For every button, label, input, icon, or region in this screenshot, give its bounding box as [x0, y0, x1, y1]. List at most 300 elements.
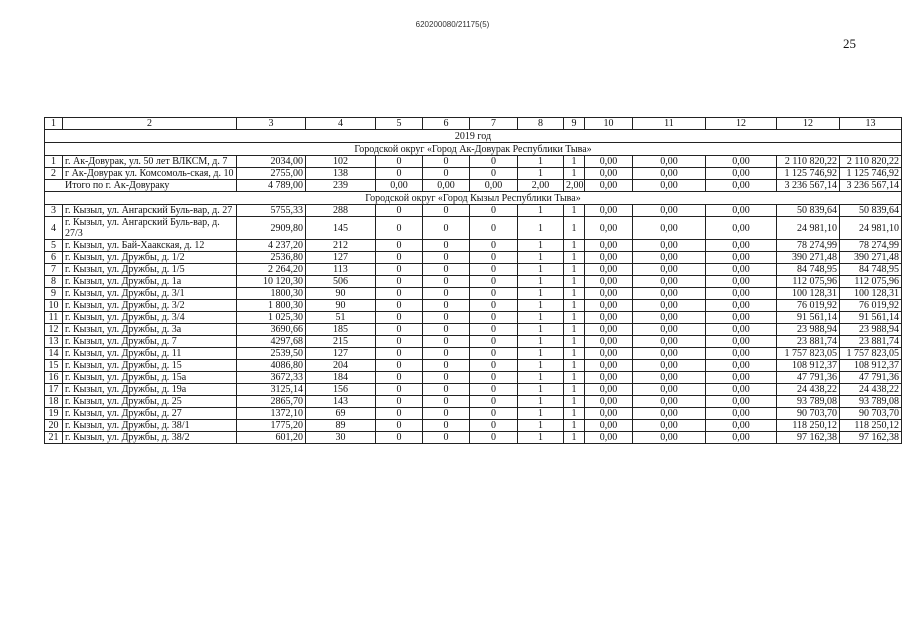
value-cell: 0,00 — [633, 288, 706, 300]
value-cell: 24 438,22 — [840, 384, 902, 396]
column-header: 10 — [585, 118, 633, 130]
value-cell: 506 — [306, 276, 376, 288]
total-value-cell: 0,00 — [585, 180, 633, 192]
value-cell: 0 — [470, 396, 518, 408]
value-cell: 0,00 — [706, 205, 777, 217]
column-header: 12 — [706, 118, 777, 130]
value-cell: 0 — [470, 312, 518, 324]
value-cell: 0,00 — [585, 205, 633, 217]
value-cell: 90 703,70 — [777, 408, 840, 420]
table-row — [45, 264, 902, 276]
value-cell: 97 162,38 — [840, 432, 902, 444]
value-cell: 0,00 — [585, 360, 633, 372]
value-cell: 0,00 — [633, 336, 706, 348]
address-cell: г. Кызыл, ул. Дружбы, д. 11 — [63, 348, 237, 360]
value-cell: 0,00 — [706, 396, 777, 408]
value-cell: 0 — [470, 408, 518, 420]
address-cell: г. Кызыл, ул. Ангарский Буль-вар, д. 27/3 — [63, 217, 237, 240]
section-title: Городской округ «Город Кызыл Республики Тыва» — [45, 192, 902, 205]
value-cell: 2539,50 — [237, 348, 306, 360]
value-cell: 1 — [564, 205, 585, 217]
address-cell: г. Кызыл, ул. Дружбы, д. 1/2 — [63, 252, 237, 264]
value-cell: 24 981,10 — [777, 217, 840, 240]
table-row — [45, 168, 902, 180]
value-cell: 0,00 — [706, 288, 777, 300]
value-cell: 97 162,38 — [777, 432, 840, 444]
value-cell: 0,00 — [585, 336, 633, 348]
value-cell: 89 — [306, 420, 376, 432]
table-row — [45, 408, 902, 420]
value-cell: 0 — [470, 288, 518, 300]
value-cell: 1 — [564, 252, 585, 264]
value-cell: 138 — [306, 168, 376, 180]
value-cell: 93 789,08 — [777, 396, 840, 408]
table-row — [45, 336, 902, 348]
value-cell: 1 — [518, 336, 564, 348]
address-cell: г. Кызыл, ул. Дружбы, д. 19а — [63, 384, 237, 396]
value-cell: 0,00 — [706, 384, 777, 396]
row-number: 5 — [45, 240, 63, 252]
value-cell: 10 120,30 — [237, 276, 306, 288]
row-number: 3 — [45, 205, 63, 217]
value-cell: 76 019,92 — [840, 300, 902, 312]
value-cell: 1 — [564, 336, 585, 348]
value-cell: 1 — [518, 360, 564, 372]
value-cell: 2034,00 — [237, 156, 306, 168]
value-cell: 0,00 — [633, 252, 706, 264]
table-row — [45, 348, 902, 360]
value-cell: 0,00 — [706, 217, 777, 240]
value-cell: 0,00 — [706, 312, 777, 324]
value-cell: 127 — [306, 252, 376, 264]
address-cell: г. Кызыл, ул. Дружбы, д. 3а — [63, 324, 237, 336]
value-cell: 47 791,36 — [777, 372, 840, 384]
value-cell: 0,00 — [585, 300, 633, 312]
value-cell: 0,00 — [585, 217, 633, 240]
value-cell: 2909,80 — [237, 217, 306, 240]
value-cell: 0 — [470, 168, 518, 180]
value-cell: 0 — [423, 156, 470, 168]
value-cell: 0,00 — [633, 360, 706, 372]
total-value-cell: 0,00 — [633, 180, 706, 192]
column-header: 7 — [470, 118, 518, 130]
value-cell: 47 791,36 — [840, 372, 902, 384]
value-cell: 1 125 746,92 — [777, 168, 840, 180]
row-number: 2 — [45, 168, 63, 180]
table-row — [45, 300, 902, 312]
value-cell: 1 — [518, 312, 564, 324]
value-cell: 3690,66 — [237, 324, 306, 336]
value-cell: 0 — [376, 300, 423, 312]
value-cell: 127 — [306, 348, 376, 360]
row-number: 21 — [45, 432, 63, 444]
column-header: 9 — [564, 118, 585, 130]
value-cell: 50 839,64 — [840, 205, 902, 217]
value-cell: 1 — [518, 276, 564, 288]
value-cell: 91 561,14 — [840, 312, 902, 324]
value-cell: 0 — [470, 276, 518, 288]
value-cell: 2755,00 — [237, 168, 306, 180]
total-value-cell: 3 236 567,14 — [840, 180, 902, 192]
value-cell: 1 — [564, 396, 585, 408]
table-row — [45, 420, 902, 432]
value-cell: 1 — [518, 240, 564, 252]
value-cell: 185 — [306, 324, 376, 336]
address-cell: г. Кызыл, ул. Бай-Хаакская, д. 12 — [63, 240, 237, 252]
value-cell: 0,00 — [706, 324, 777, 336]
value-cell: 0 — [376, 312, 423, 324]
table-row — [45, 276, 902, 288]
value-cell: 0,00 — [585, 432, 633, 444]
value-cell: 1 — [518, 384, 564, 396]
value-cell: 0,00 — [585, 252, 633, 264]
value-cell: 1 — [564, 324, 585, 336]
value-cell: 1 025,30 — [237, 312, 306, 324]
value-cell: 0,00 — [585, 288, 633, 300]
value-cell: 0 — [376, 156, 423, 168]
value-cell: 1 — [518, 252, 564, 264]
value-cell: 102 — [306, 156, 376, 168]
value-cell: 23 881,74 — [840, 336, 902, 348]
value-cell: 5755,33 — [237, 205, 306, 217]
value-cell: 0,00 — [633, 384, 706, 396]
row-number: 18 — [45, 396, 63, 408]
value-cell: 0 — [376, 205, 423, 217]
value-cell: 1 — [518, 432, 564, 444]
value-cell: 1 — [564, 264, 585, 276]
value-cell: 0,00 — [706, 408, 777, 420]
row-number: 15 — [45, 360, 63, 372]
value-cell: 0,00 — [633, 156, 706, 168]
value-cell: 0,00 — [585, 312, 633, 324]
value-cell: 143 — [306, 396, 376, 408]
value-cell: 1 — [518, 264, 564, 276]
value-cell: 108 912,37 — [777, 360, 840, 372]
value-cell: 0,00 — [585, 240, 633, 252]
value-cell: 90 703,70 — [840, 408, 902, 420]
value-cell: 156 — [306, 384, 376, 396]
value-cell: 1 800,30 — [237, 300, 306, 312]
table-row — [45, 384, 902, 396]
value-cell: 0 — [423, 288, 470, 300]
value-cell: 0 — [423, 324, 470, 336]
value-cell: 84 748,95 — [840, 264, 902, 276]
value-cell: 0,00 — [633, 217, 706, 240]
value-cell: 0 — [423, 360, 470, 372]
value-cell: 1 — [564, 408, 585, 420]
row-number: 14 — [45, 348, 63, 360]
value-cell: 0 — [376, 276, 423, 288]
value-cell: 0 — [423, 168, 470, 180]
value-cell: 1 — [518, 156, 564, 168]
value-cell: 1775,20 — [237, 420, 306, 432]
value-cell: 113 — [306, 264, 376, 276]
value-cell: 51 — [306, 312, 376, 324]
value-cell: 2536,80 — [237, 252, 306, 264]
value-cell: 0,00 — [706, 240, 777, 252]
value-cell: 0,00 — [633, 408, 706, 420]
total-label: Итого по г. Ак-Довураку — [45, 180, 237, 192]
value-cell: 0 — [423, 276, 470, 288]
column-header: 13 — [840, 118, 902, 130]
value-cell: 93 789,08 — [840, 396, 902, 408]
value-cell: 0,00 — [585, 168, 633, 180]
column-header: 5 — [376, 118, 423, 130]
column-header: 1 — [45, 118, 63, 130]
value-cell: 3672,33 — [237, 372, 306, 384]
value-cell: 78 274,99 — [840, 240, 902, 252]
value-cell: 118 250,12 — [840, 420, 902, 432]
value-cell: 1 — [564, 312, 585, 324]
value-cell: 0 — [376, 420, 423, 432]
value-cell: 108 912,37 — [840, 360, 902, 372]
value-cell: 0,00 — [706, 372, 777, 384]
row-number: 20 — [45, 420, 63, 432]
column-header: 12 — [777, 118, 840, 130]
value-cell: 24 438,22 — [777, 384, 840, 396]
value-cell: 0,00 — [585, 408, 633, 420]
value-cell: 0,00 — [706, 336, 777, 348]
value-cell: 2 110 820,22 — [840, 156, 902, 168]
page-number: 25 — [843, 36, 856, 51]
section-title: Городской округ «Город Ак-Довурак Республики Тыва» — [45, 143, 902, 156]
value-cell: 1 — [564, 360, 585, 372]
value-cell: 0 — [470, 384, 518, 396]
row-number: 16 — [45, 372, 63, 384]
value-cell: 0 — [470, 217, 518, 240]
value-cell: 0 — [423, 420, 470, 432]
address-cell: г. Кызыл, ул. Дружбы, д. 27 — [63, 408, 237, 420]
row-number: 13 — [45, 336, 63, 348]
value-cell: 212 — [306, 240, 376, 252]
value-cell: 0 — [423, 240, 470, 252]
year-row — [45, 130, 902, 143]
value-cell: 1 — [564, 348, 585, 360]
value-cell: 1 — [564, 240, 585, 252]
address-cell: г. Кызыл, ул. Ангарский Буль-вар, д. 27 — [63, 205, 237, 217]
value-cell: 0 — [423, 348, 470, 360]
value-cell: 0,00 — [706, 252, 777, 264]
row-number: 6 — [45, 252, 63, 264]
address-cell: г. Кызыл, ул. Дружбы, д. 7 — [63, 336, 237, 348]
column-header: 11 — [633, 118, 706, 130]
value-cell: 0,00 — [633, 396, 706, 408]
value-cell: 0,00 — [633, 324, 706, 336]
value-cell: 0,00 — [585, 324, 633, 336]
value-cell: 23 988,94 — [777, 324, 840, 336]
value-cell: 23 881,74 — [777, 336, 840, 348]
value-cell: 0,00 — [633, 348, 706, 360]
value-cell: 0,00 — [585, 420, 633, 432]
value-cell: 0 — [376, 336, 423, 348]
address-cell: г. Кызыл, ул. Дружбы, д. 3/2 — [63, 300, 237, 312]
value-cell: 1800,30 — [237, 288, 306, 300]
value-cell: 0,00 — [706, 432, 777, 444]
value-cell: 4086,80 — [237, 360, 306, 372]
total-value-cell: 4 789,00 — [237, 180, 306, 192]
value-cell: 1 — [518, 372, 564, 384]
address-cell: г. Кызыл, ул. Дружбы, д. 15а — [63, 372, 237, 384]
table-row — [45, 360, 902, 372]
value-cell: 0 — [423, 432, 470, 444]
value-cell: 69 — [306, 408, 376, 420]
year-label: 2019 год — [45, 130, 902, 143]
document-id: 620200080/21175(5) — [415, 20, 490, 29]
value-cell: 1 — [518, 300, 564, 312]
value-cell: 0 — [376, 348, 423, 360]
row-number: 11 — [45, 312, 63, 324]
value-cell: 78 274,99 — [777, 240, 840, 252]
value-cell: 0,00 — [585, 396, 633, 408]
row-number: 7 — [45, 264, 63, 276]
value-cell: 76 019,92 — [777, 300, 840, 312]
value-cell: 0 — [376, 288, 423, 300]
value-cell: 0 — [470, 372, 518, 384]
value-cell: 91 561,14 — [777, 312, 840, 324]
value-cell: 84 748,95 — [777, 264, 840, 276]
row-number: 17 — [45, 384, 63, 396]
data-table-container — [44, 117, 902, 444]
value-cell: 0,00 — [633, 312, 706, 324]
total-value-cell: 2,00 — [564, 180, 585, 192]
value-cell: 0,00 — [585, 384, 633, 396]
row-number: 9 — [45, 288, 63, 300]
value-cell: 0 — [423, 217, 470, 240]
value-cell: 0,00 — [633, 168, 706, 180]
row-number: 10 — [45, 300, 63, 312]
table-row — [45, 324, 902, 336]
table-row — [45, 240, 902, 252]
value-cell: 215 — [306, 336, 376, 348]
value-cell: 0 — [376, 240, 423, 252]
value-cell: 0 — [376, 432, 423, 444]
value-cell: 1 125 746,92 — [840, 168, 902, 180]
value-cell: 0 — [376, 324, 423, 336]
address-cell: г. Кызыл, ул. Дружбы, д. 1/5 — [63, 264, 237, 276]
row-number: 4 — [45, 217, 63, 240]
value-cell: 112 075,96 — [777, 276, 840, 288]
value-cell: 0 — [423, 252, 470, 264]
value-cell: 0 — [376, 384, 423, 396]
table-row — [45, 156, 902, 168]
table-header-row — [45, 118, 902, 130]
value-cell: 204 — [306, 360, 376, 372]
value-cell: 1 757 823,05 — [840, 348, 902, 360]
value-cell: 0,00 — [585, 264, 633, 276]
value-cell: 1 — [518, 324, 564, 336]
value-cell: 0 — [423, 372, 470, 384]
table-row — [45, 288, 902, 300]
value-cell: 1 757 823,05 — [777, 348, 840, 360]
value-cell: 1 — [518, 217, 564, 240]
column-header: 4 — [306, 118, 376, 130]
section-title-row — [45, 143, 902, 156]
value-cell: 0,00 — [706, 264, 777, 276]
column-header: 3 — [237, 118, 306, 130]
value-cell: 1 — [564, 168, 585, 180]
address-cell: г Ак-Довурак ул. Комсомоль-ская, д. 10 — [63, 168, 237, 180]
value-cell: 50 839,64 — [777, 205, 840, 217]
total-row — [45, 180, 902, 192]
value-cell: 0,00 — [585, 156, 633, 168]
value-cell: 0 — [470, 336, 518, 348]
value-cell: 1 — [518, 408, 564, 420]
value-cell: 0,00 — [633, 432, 706, 444]
value-cell: 0 — [376, 264, 423, 276]
value-cell: 1 — [518, 348, 564, 360]
table-row — [45, 396, 902, 408]
value-cell: 0,00 — [633, 276, 706, 288]
value-cell: 1 — [564, 384, 585, 396]
value-cell: 90 — [306, 300, 376, 312]
value-cell: 90 — [306, 288, 376, 300]
value-cell: 390 271,48 — [777, 252, 840, 264]
value-cell: 1 — [564, 420, 585, 432]
value-cell: 288 — [306, 205, 376, 217]
address-cell: г. Кызыл, ул. Дружбы, д. 38/2 — [63, 432, 237, 444]
value-cell: 0 — [376, 372, 423, 384]
value-cell: 0 — [423, 408, 470, 420]
section-title-row — [45, 192, 902, 205]
value-cell: 0,00 — [633, 264, 706, 276]
value-cell: 112 075,96 — [840, 276, 902, 288]
value-cell: 0,00 — [706, 300, 777, 312]
value-cell: 0,00 — [706, 168, 777, 180]
value-cell: 0,00 — [706, 276, 777, 288]
value-cell: 0 — [470, 300, 518, 312]
value-cell: 4 237,20 — [237, 240, 306, 252]
value-cell: 0 — [376, 217, 423, 240]
address-cell: г. Кызыл, ул. Дружбы, д. 15 — [63, 360, 237, 372]
value-cell: 0 — [470, 156, 518, 168]
value-cell: 1 — [518, 420, 564, 432]
total-value-cell: 2,00 — [518, 180, 564, 192]
column-header: 2 — [63, 118, 237, 130]
value-cell: 1372,10 — [237, 408, 306, 420]
value-cell: 1 — [564, 288, 585, 300]
value-cell: 1 — [564, 156, 585, 168]
value-cell: 0 — [423, 205, 470, 217]
value-cell: 0 — [423, 264, 470, 276]
value-cell: 1 — [518, 288, 564, 300]
value-cell: 0,00 — [585, 276, 633, 288]
value-cell: 0,00 — [706, 360, 777, 372]
value-cell: 1 — [518, 205, 564, 217]
value-cell: 0,00 — [633, 300, 706, 312]
value-cell: 0 — [470, 360, 518, 372]
value-cell: 390 271,48 — [840, 252, 902, 264]
table-row — [45, 312, 902, 324]
value-cell: 1 — [564, 217, 585, 240]
value-cell: 0 — [376, 252, 423, 264]
total-value-cell: 0,00 — [470, 180, 518, 192]
value-cell: 0 — [376, 168, 423, 180]
value-cell: 3125,14 — [237, 384, 306, 396]
value-cell: 0,00 — [633, 205, 706, 217]
value-cell: 0 — [423, 396, 470, 408]
value-cell: 24 981,10 — [840, 217, 902, 240]
value-cell: 0,00 — [633, 240, 706, 252]
value-cell: 0 — [470, 240, 518, 252]
value-cell: 0 — [470, 348, 518, 360]
table-row — [45, 252, 902, 264]
value-cell: 0,00 — [706, 156, 777, 168]
value-cell: 30 — [306, 432, 376, 444]
value-cell: 23 988,94 — [840, 324, 902, 336]
value-cell: 0 — [376, 396, 423, 408]
column-header: 8 — [518, 118, 564, 130]
value-cell: 2 110 820,22 — [777, 156, 840, 168]
